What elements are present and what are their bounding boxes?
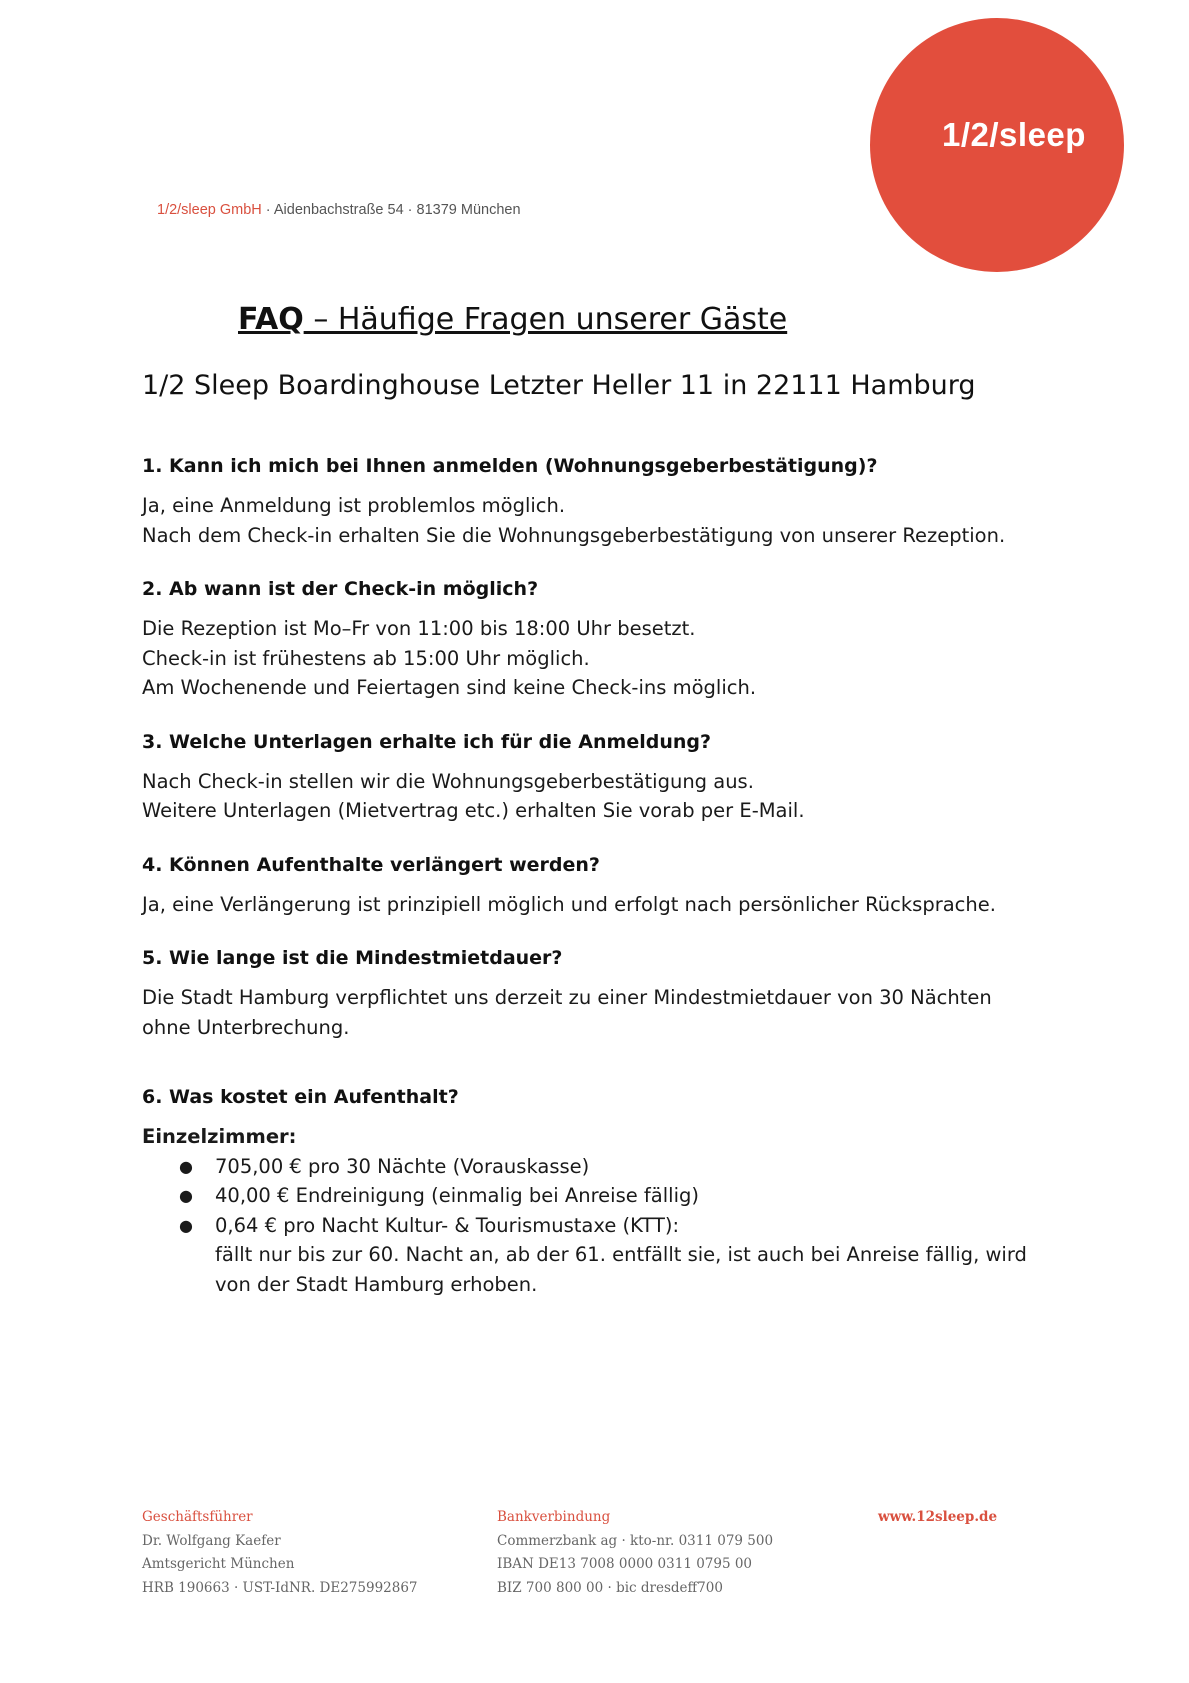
sender-company: 1/2/sleep GmbH bbox=[157, 202, 262, 218]
page-subtitle: 1/2 Sleep Boardinghouse Letzter Heller 11 in 22111 Hamburg bbox=[142, 370, 976, 401]
footer-bank bbox=[497, 1506, 773, 1600]
price-list bbox=[142, 1152, 1062, 1300]
footer-management bbox=[142, 1506, 418, 1600]
bullet-icon: ● bbox=[179, 1186, 193, 1205]
faq-answer-line: ohne Unterbrechung. bbox=[142, 1015, 350, 1039]
faq-question: 3. Welche Unterlagen erhalte ich für die Anmeldung? bbox=[142, 730, 711, 753]
footer-heading: Bankverbindung bbox=[497, 1509, 611, 1525]
faq-question: 5. Wie lange ist die Mindestmietdauer? bbox=[142, 947, 563, 969]
footer-line: IBAN DE13 7008 0000 0311 0795 00 bbox=[497, 1556, 753, 1572]
faq-answer-line: Ja, eine Verlängerung ist prinzipiell möglich und erfolgt nach persönlicher Rücksprache. bbox=[142, 892, 996, 916]
faq-item-6 bbox=[142, 1086, 1062, 1299]
faq-question: 2. Ab wann ist der Check-in möglich? bbox=[142, 578, 539, 600]
website-link[interactable]: www.12sleep.de bbox=[878, 1509, 998, 1525]
faq-answer-line: Die Stadt Hamburg verpflichtet uns derzeit zu einer Mindestmietdauer von 30 Nächten bbox=[142, 986, 992, 1009]
page-title-rest: – Häufige Fragen unserer Gäste bbox=[303, 302, 788, 337]
footer-line: BIZ 700 800 00 · bic dresdeff700 bbox=[497, 1579, 723, 1596]
faq-answer-line: Am Wochenende und Feiertagen sind keine Check-ins möglich. bbox=[142, 676, 757, 699]
faq-question: 4. Können Aufenthalte verlängert werden? bbox=[142, 853, 600, 876]
price-item-text: 705,00 € pro 30 Nächte (Vorauskasse) bbox=[215, 1154, 590, 1178]
price-heading: Einzelzimmer: bbox=[142, 1125, 297, 1148]
price-note-line bbox=[142, 1240, 1062, 1270]
bullet-icon: ● bbox=[179, 1156, 193, 1176]
footer-line: Dr. Wolfgang Kaefer bbox=[142, 1532, 281, 1549]
faq-item-4 bbox=[142, 854, 1062, 920]
faq-question: 6. Was kostet ein Aufenthalt? bbox=[142, 1086, 459, 1108]
price-item-text: 0,64 € pro Nacht Kultur- & Tourismustaxe (KTT): bbox=[215, 1213, 680, 1237]
footer-line: Commerzbank ag · kto-nr. 0311 079 500 bbox=[497, 1532, 774, 1549]
footer-heading: Geschäftsführer bbox=[142, 1509, 253, 1525]
footer-line: Amtsgericht München bbox=[142, 1556, 295, 1572]
sender-line bbox=[157, 202, 521, 218]
faq-answer-line: Ja, eine Anmeldung ist problemlos möglich. bbox=[142, 494, 566, 517]
sender-address: · Aidenbachstraße 54 · 81379 München bbox=[261, 202, 521, 218]
footer-line: HRB 190663 · UST-IdNR. DE275992867 bbox=[142, 1579, 418, 1596]
page-title bbox=[238, 302, 787, 337]
footer-website bbox=[878, 1506, 997, 1530]
faq-item-2 bbox=[142, 578, 1062, 703]
faq-question: 1. Kann ich mich bei Ihnen anmelden (Wohnungsgeberbestätigung)? bbox=[142, 455, 878, 477]
faq-item-1 bbox=[142, 455, 1062, 550]
faq-answer-line: Nach Check-in stellen wir die Wohnungsgeberbestätigung aus. bbox=[142, 769, 754, 793]
price-item bbox=[142, 1152, 1062, 1182]
faq-section bbox=[142, 455, 1062, 1327]
faq-answer-line: Weitere Unterlagen (Mietvertrag etc.) erhalten Sie vorab per E-Mail. bbox=[142, 799, 805, 822]
logo-text: 1/2/sleep bbox=[942, 116, 1086, 153]
faq-item-5 bbox=[142, 947, 1062, 1042]
bullet-icon: ● bbox=[179, 1215, 193, 1235]
page-title-bold: FAQ bbox=[238, 302, 304, 337]
price-note-text: fällt nur bis zur 60. Nacht an, ab der 61. entfällt sie, ist auch bei Anreise fällig, wird bbox=[215, 1243, 1027, 1266]
price-item bbox=[142, 1211, 1062, 1241]
faq-item-3 bbox=[142, 731, 1062, 826]
price-note-text: von der Stadt Hamburg erhoben. bbox=[215, 1272, 538, 1296]
price-item-text: 40,00 € Endreinigung (einmalig bei Anreise fällig) bbox=[215, 1184, 699, 1207]
faq-answer-line: Check-in ist frühestens ab 15:00 Uhr möglich. bbox=[142, 646, 590, 670]
price-note-line bbox=[142, 1270, 1062, 1300]
faq-answer-line: Die Rezeption ist Mo–Fr von 11:00 bis 18:00 Uhr besetzt. bbox=[142, 617, 696, 640]
faq-answer-line: Nach dem Check-in erhalten Sie die Wohnungsgeberbestätigung von unserer Rezeption. bbox=[142, 523, 1006, 547]
price-item bbox=[142, 1181, 1062, 1211]
